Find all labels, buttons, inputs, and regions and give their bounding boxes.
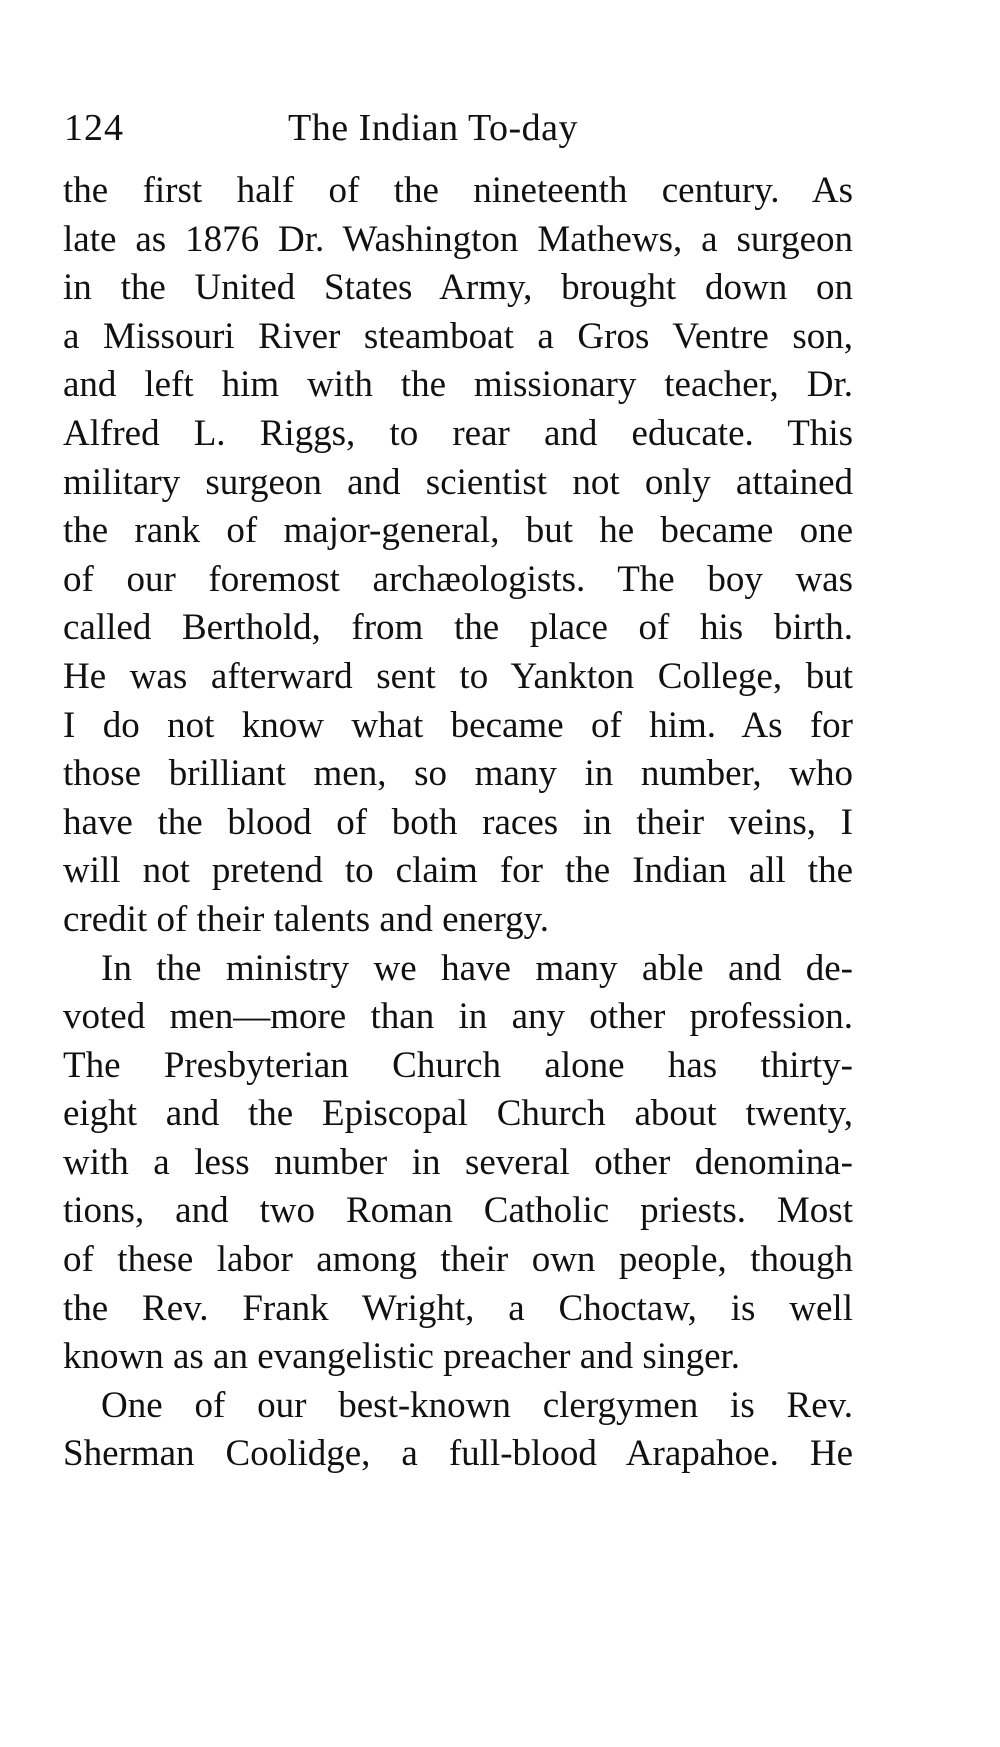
text-line: I do not know what became of him. As for [63, 704, 853, 746]
text-line: the first half of the nineteenth century. As [63, 170, 853, 211]
text-line: called Berthold, from the place of his birth. [63, 607, 853, 649]
text-line: with a less number in several other denomina- [63, 1141, 853, 1183]
text-line: Sherman Coolidge, a full-blood Arapahoe. He [63, 1433, 853, 1475]
text-line: known as an evangelistic preacher and singer. [63, 1336, 741, 1378]
text-line: the rank of major-general, but he became one [63, 510, 853, 552]
text-line: eight and the Episcopal Church about twenty, [63, 1093, 853, 1135]
text-line: The Presbyterian Church alone has thirty- [63, 1044, 853, 1086]
text-line: Alfred L. Riggs, to rear and educate. This [63, 412, 853, 454]
text-line: have the blood of both races in their veins, I [63, 801, 853, 843]
text-line: will not pretend to claim for the Indian all the [63, 850, 853, 892]
running-title: The Indian To-day [288, 107, 579, 149]
body-text [63, 167, 853, 1479]
text-line: military surgeon and scientist not only attained [63, 461, 853, 503]
running-head [64, 103, 854, 153]
text-line: He was afterward sent to Yankton College, but [63, 655, 853, 697]
text-line: One of our best-known clergymen is Rev. [101, 1384, 853, 1426]
text-line: of these labor among their own people, though [63, 1239, 853, 1281]
text-line: a Missouri River steamboat a Gros Ventre son, [63, 315, 853, 357]
text-line: tions, and two Roman Catholic priests. Most [63, 1190, 853, 1232]
text-line: the Rev. Frank Wright, a Choctaw, is well [63, 1287, 853, 1329]
text-line: those brilliant men, so many in number, who [63, 753, 853, 795]
text-line: and left him with the missionary teacher, Dr. [63, 364, 853, 406]
text-line: late as 1876 Dr. Washington Mathews, a surgeon [63, 218, 853, 260]
text-line: of our foremost archæologists. The boy was [63, 558, 853, 600]
text-line: voted men—more than in any other profession. [63, 996, 853, 1038]
text-line: in the United States Army, brought down on [63, 267, 853, 309]
page-number: 124 [64, 107, 124, 149]
text-line: In the ministry we have many able and de- [101, 947, 853, 989]
text-line: credit of their talents and energy. [63, 898, 549, 940]
